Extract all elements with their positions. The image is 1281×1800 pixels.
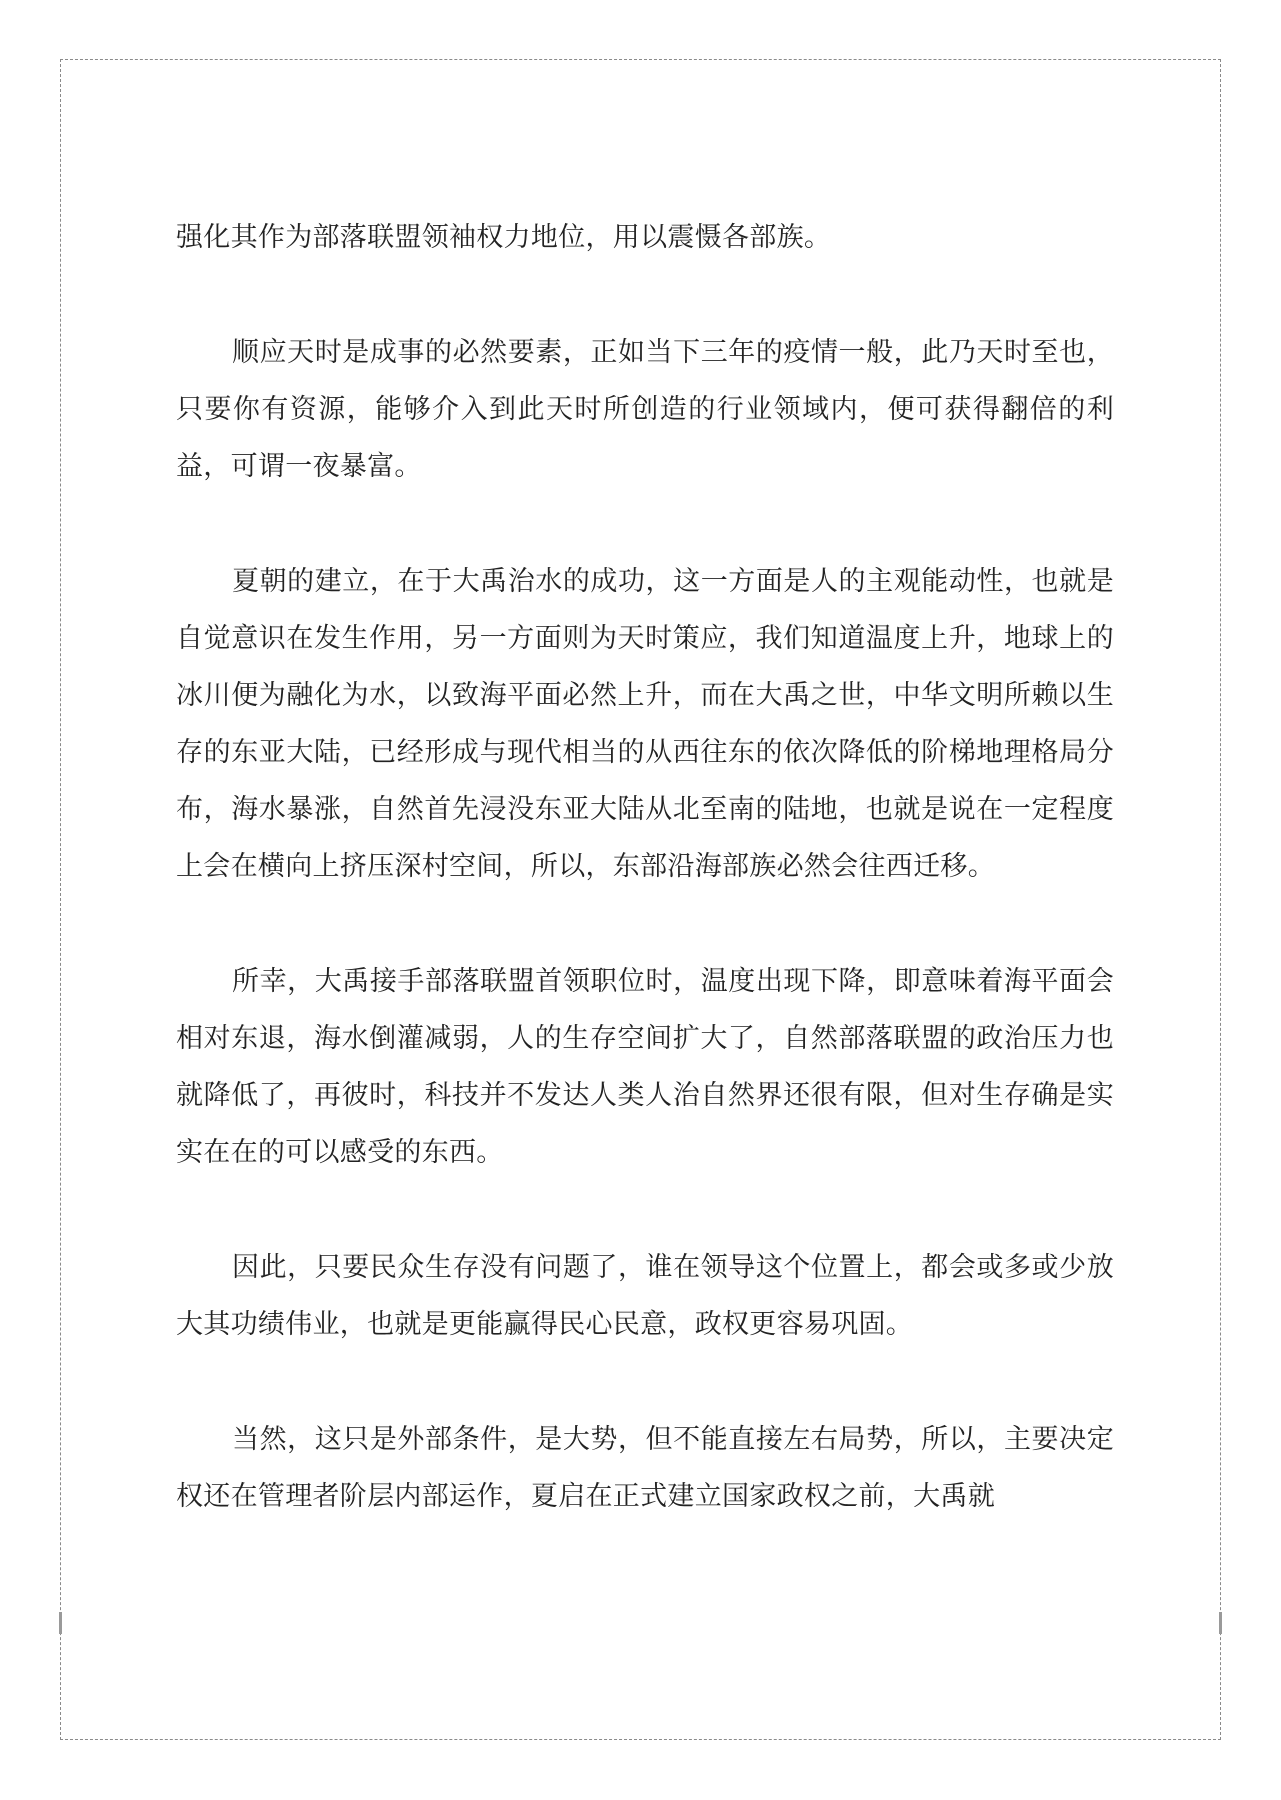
paragraph-6: 当然，这只是外部条件，是大势，但不能直接左右局势，所以，主要决定权还在管理者阶层内部运作，夏启在正式建立国家政权之前，大禹就 bbox=[176, 1424, 1114, 1512]
page-fold-mark-left bbox=[59, 1612, 62, 1634]
page-fold-mark-right bbox=[1219, 1612, 1222, 1634]
paragraph-1: 强化其作为部落联盟领袖权力地位，用以震慑各部族。 bbox=[176, 222, 832, 253]
paragraph-3: 夏朝的建立，在于大禹治水的成功，这一方面是人的主观能动性，也就是自觉意识在发生作用，另一方面则为天时策应，我们知道温度上升，地球上的冰川便为融化为水，以致海平面必然上升，而在大禹之世，中华文明所赖以生存的东亚大陆，已经形成与现代相当的从西往东的依次降低的阶梯地理格局分布，海水暴涨，自然首先浸没东亚大陆从北至南的陆地，也就是说在一定程度上会在横向上挤压深村空间，所以，东部沿海部族必然会往西迁移。 bbox=[176, 566, 1114, 882]
paragraph-4: 所幸，大禹接手部落联盟首领职位时，温度出现下降，即意味着海平面会相对东退，海水倒灌减弱，人的生存空间扩大了，自然部落联盟的政治压力也就降低了，再彼时，科技并不发达人类人治自然界还很有限，但对生存确是实实在在的可以感受的东西。 bbox=[176, 966, 1114, 1168]
paragraph-5: 因此，只要民众生存没有问题了，谁在领导这个位置上，都会或多或少放大其功绩伟业，也就是更能赢得民心民意，政权更容易巩固。 bbox=[176, 1252, 1114, 1340]
paragraph-2: 顺应天时是成事的必然要素，正如当下三年的疫情一般，此乃天时至也，只要你有资源，能够介入到此天时所创造的行业领域内，便可获得翻倍的利益，可谓一夜暴富。 bbox=[176, 337, 1114, 482]
document-body bbox=[176, 209, 1114, 1583]
